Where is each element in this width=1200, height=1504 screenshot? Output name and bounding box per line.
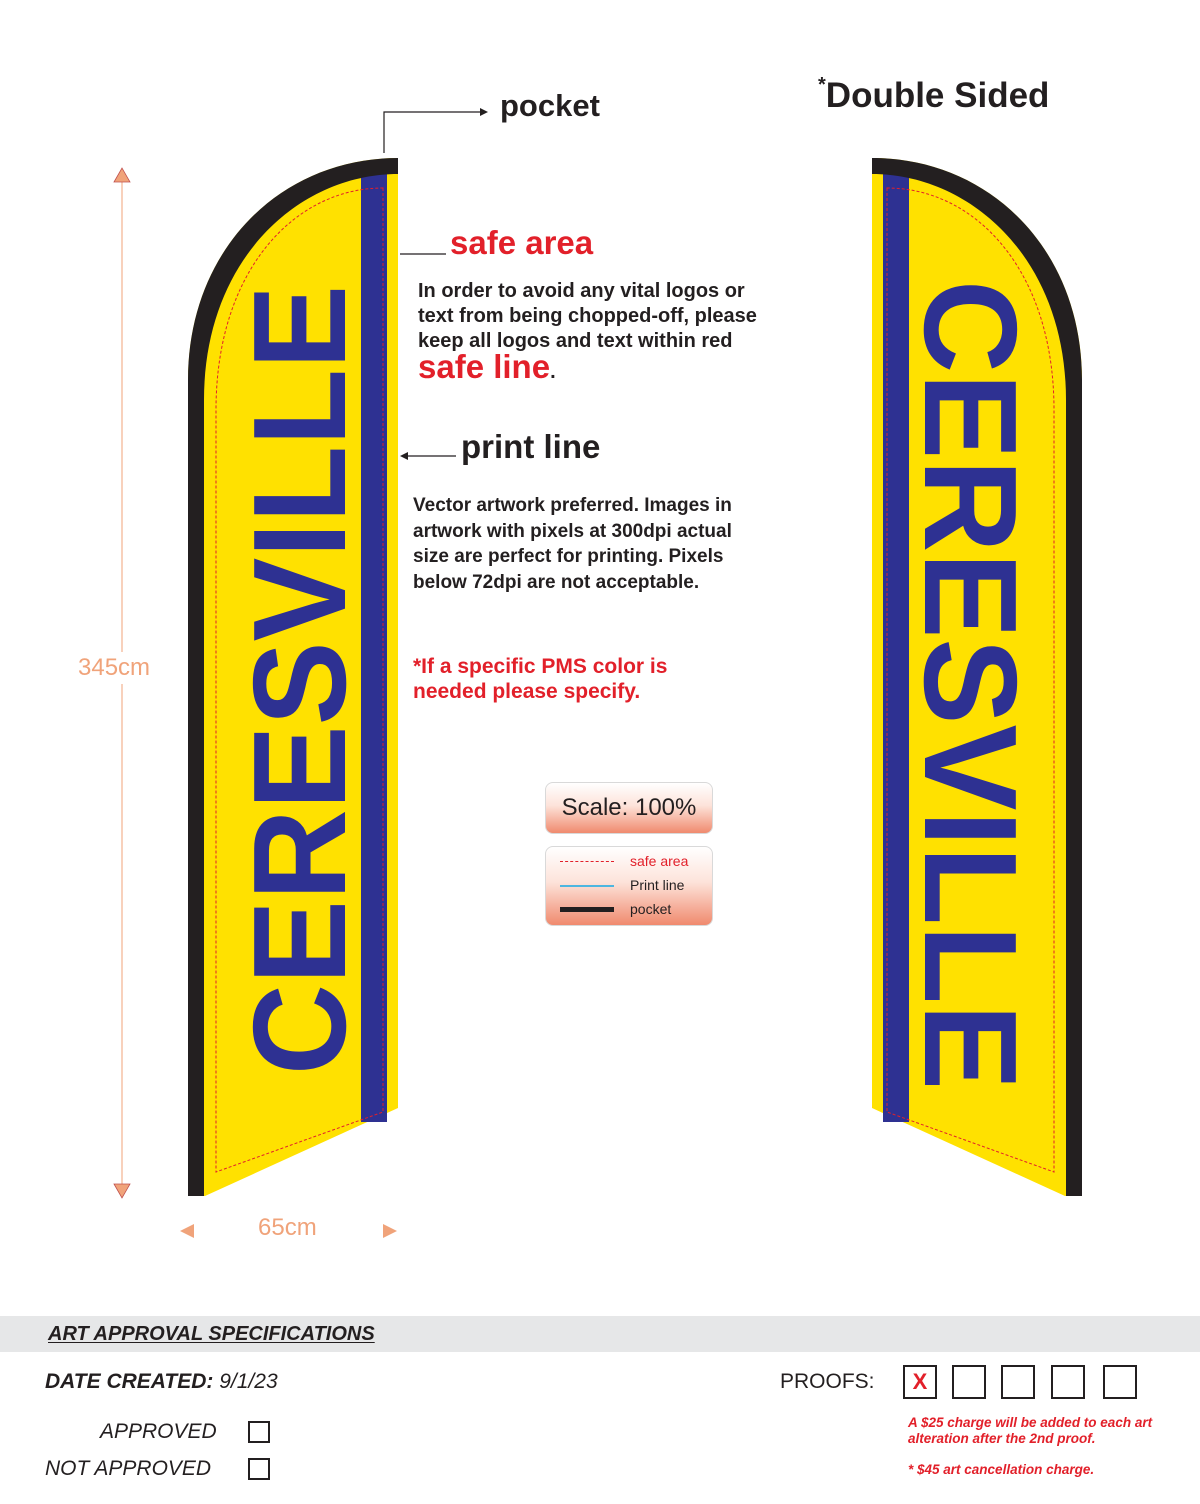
approved-checkbox[interactable] [248, 1421, 270, 1443]
width-arrow-left-icon [180, 1224, 194, 1238]
print-line-title: print line [461, 428, 601, 465]
safe-area-period: . [550, 361, 556, 383]
pocket-arrowhead-icon [480, 108, 488, 116]
safe-line-emphasis: safe line [418, 348, 551, 385]
width-arrow-right-icon [383, 1224, 397, 1238]
alteration-charge-note: A $25 charge will be added to each art alteration after the 2nd proof. [908, 1415, 1153, 1446]
legend-label: Print line [630, 877, 685, 893]
double-sided-text: Double Sided [825, 76, 1050, 115]
double-sided-asterisk: * [818, 74, 826, 96]
proofs-label: PROOFS: [780, 1370, 875, 1393]
legend-label: safe area [630, 853, 689, 869]
date-created [45, 1370, 278, 1394]
right-flag-text: CERESVILLE [897, 280, 1044, 1109]
approved-label: APPROVED [100, 1420, 217, 1443]
vector-artwork-note: Vector artwork preferred. Images in artwork with pixels at 300dpi actual size are perfect for printing. Pixels below 72dpi are not acceptable. [413, 495, 732, 593]
height-arrow-up-icon [114, 168, 130, 182]
right-flag [872, 158, 1082, 1196]
proof-box-1[interactable]: X [903, 1365, 937, 1399]
double-sided-heading [818, 76, 1049, 116]
safe-area-text: In order to avoid any vital logos or text from being chopped-off, please keep all logos and text within red [418, 280, 757, 352]
date-created-label: DATE CREATED: [45, 1370, 214, 1393]
proof-box-3[interactable] [1001, 1365, 1035, 1399]
proof-box-4[interactable] [1051, 1365, 1085, 1399]
legend-item-print-line [546, 875, 714, 897]
pms-color-note: *If a specific PMS color is needed please specify. [413, 655, 668, 703]
safe-area-swatch [560, 861, 614, 862]
safe-area-description [418, 279, 758, 385]
proof-box-2[interactable] [952, 1365, 986, 1399]
legend-item-safe-area [546, 851, 714, 873]
not-approved-label: NOT APPROVED [45, 1457, 212, 1480]
proof-box-5[interactable] [1103, 1365, 1137, 1399]
height-dimension-label: 345cm [78, 652, 150, 684]
height-arrow-down-icon [114, 1184, 130, 1198]
scale-badge: Scale: 100% [545, 782, 713, 834]
date-created-value: 9/1/23 [219, 1370, 278, 1393]
approval-title: ART APPROVAL SPECIFICATIONS [48, 1323, 375, 1345]
safe-area-title: safe area [450, 224, 594, 261]
width-dimension-label: 65cm [258, 1214, 317, 1241]
pocket-label: pocket [500, 88, 600, 123]
cancellation-charge-note: * $45 art cancellation charge. [908, 1462, 1095, 1477]
print-line-swatch [560, 885, 614, 887]
legend-label: pocket [630, 901, 672, 917]
print-line-arrowhead-icon [400, 452, 408, 460]
pocket-swatch [560, 907, 614, 912]
not-approved-checkbox[interactable] [248, 1458, 270, 1480]
legend-item-pocket [546, 899, 714, 921]
pocket-callout-line [384, 112, 480, 153]
line-legend [545, 846, 713, 926]
left-flag-text: CERESVILLE [226, 246, 373, 1075]
left-flag [188, 158, 398, 1196]
